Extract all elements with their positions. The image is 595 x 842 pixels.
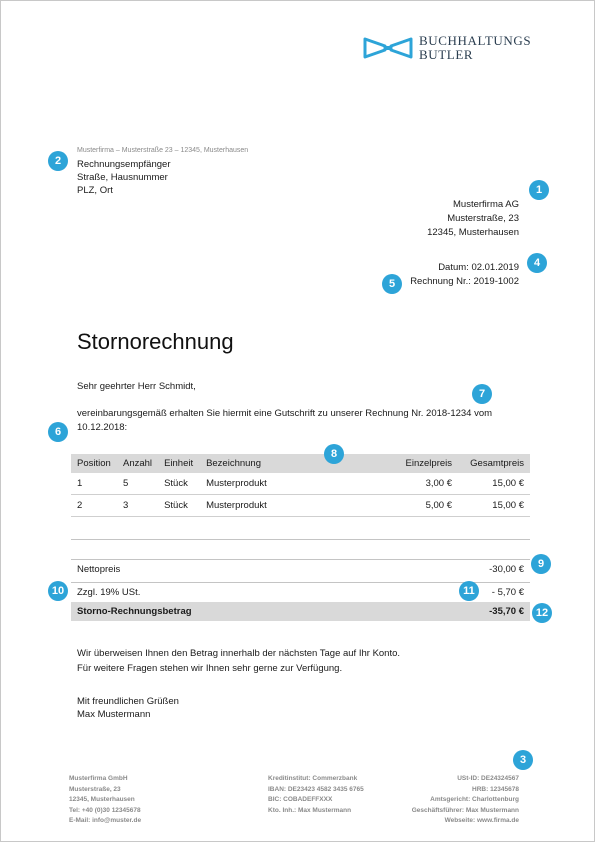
cell-unit: Stück — [158, 495, 200, 517]
footer-bic: BIC: COBADEFFXXX — [268, 796, 333, 803]
recipient-address — [77, 158, 170, 197]
logo-line-1: BUCHHALTUNGS — [419, 33, 532, 48]
callout-badge-9: 9 — [531, 554, 551, 574]
document-title: Stornorechnung — [77, 329, 234, 354]
col-header-quantity: Anzahl — [117, 454, 158, 473]
callout-badge-8: 8 — [324, 444, 344, 464]
footer-website: Webseite: www.firma.de — [444, 817, 519, 824]
cell-unit: Stück — [158, 473, 200, 495]
callout-badge-5: 5 — [382, 274, 402, 294]
table-row — [71, 473, 530, 495]
company-street: Musterstraße, 23 — [447, 213, 519, 224]
callout-badge-1: 1 — [529, 180, 549, 200]
closing-line-2: Für weitere Fragen stehen wir Ihnen sehr gerne zur Verfügung. — [77, 663, 343, 674]
regards-line: Mit freundlichen Grüßen — [77, 696, 179, 707]
footer-company — [69, 774, 141, 827]
callout-badge-3: 3 — [513, 750, 533, 770]
closing-text — [77, 646, 400, 676]
footer-hrb: HRB: 12345678 — [472, 785, 519, 793]
callout-badge-6: 6 — [48, 422, 68, 442]
company-address — [427, 198, 519, 240]
sender-line: Musterfirma – Musterstraße 23 – 12345, Musterhausen — [77, 147, 249, 154]
col-header-total-price: Gesamtpreis — [458, 454, 530, 473]
invoice-meta — [410, 261, 519, 289]
items-table — [71, 454, 530, 517]
callout-badge-12: 12 — [532, 603, 552, 623]
callout-badge-2: 2 — [48, 151, 68, 171]
callout-badge-11: 11 — [459, 581, 479, 601]
cell-unit-price: 5,00 € — [376, 495, 458, 517]
net-price-label: Nettopreis — [77, 564, 121, 575]
cell-total-price: 15,00 € — [458, 495, 530, 517]
cell-unit-price: 3,00 € — [376, 473, 458, 495]
footer-account-holder: Kto. Inh.: Max Mustermann — [268, 806, 352, 814]
callout-badge-7: 7 — [472, 384, 492, 404]
col-header-unit-price: Einzelpreis — [376, 454, 458, 473]
invoice-date: Datum: 02.01.2019 — [438, 262, 519, 273]
company-city: 12345, Musterhausen — [427, 227, 519, 238]
logo — [363, 34, 531, 62]
col-header-description: Bezeichnung — [200, 454, 376, 473]
vat-label: Zzgl. 19% USt. — [77, 587, 141, 598]
greeting: Sehr geehrter Herr Schmidt, — [77, 381, 196, 392]
footer-director: Geschäftsführer: Max Mustermann — [411, 806, 519, 814]
cell-quantity: 3 — [117, 495, 158, 517]
total-label: Storno-Rechnungsbetrag — [77, 606, 192, 617]
col-header-unit: Einheit — [158, 454, 200, 473]
invoice-number: Rechnung Nr.: 2019-1002 — [410, 276, 519, 287]
total-value: -35,70 € — [489, 606, 524, 617]
vat-value: - 5,70 € — [491, 587, 524, 598]
footer-vat-id: USt-ID: DE24324567 — [457, 775, 519, 782]
signature-block — [77, 695, 179, 721]
footer-email: E-Mail: info@muster.de — [69, 817, 142, 824]
cell-total-price: 15,00 € — [458, 473, 530, 495]
table-row — [71, 495, 530, 517]
footer-court: Amtsgericht: Charlottenburg — [430, 796, 519, 803]
callout-badge-10: 10 — [48, 581, 68, 601]
table-header-row — [71, 454, 530, 473]
footer-iban: IBAN: DE23423 4582 3435 6765 — [268, 785, 364, 793]
net-price-row — [71, 560, 530, 579]
signer-name: Max Mustermann — [77, 709, 151, 720]
recipient-city: PLZ, Ort — [77, 185, 113, 196]
total-row — [71, 602, 530, 621]
footer-company-name: Musterfirma GmbH — [69, 775, 128, 782]
footer-company-city: 12345, Musterhausen — [69, 796, 135, 803]
intro-text: vereinbarungsgemäß erhalten Sie hiermit eine Gutschrift zu unserer Rechnung Nr. 2018-1234 vom 10.12.2018: — [77, 408, 493, 433]
footer-bank-name: Kreditinstitut: Commerzbank — [268, 775, 358, 782]
logo-line-2: BUTLER — [419, 47, 474, 62]
col-header-position: Position — [71, 454, 117, 473]
cell-quantity: 5 — [117, 473, 158, 495]
cell-description: Musterprodukt — [200, 473, 376, 495]
cell-position: 1 — [71, 473, 117, 495]
footer-phone: Tel: +40 (0)30 12345678 — [69, 806, 141, 814]
footer-company-street: Musterstraße, 23 — [69, 785, 121, 793]
footer-bank — [268, 774, 364, 816]
cell-position: 2 — [71, 495, 117, 517]
bowtie-logo-icon — [363, 36, 413, 60]
cell-description: Musterprodukt — [200, 495, 376, 517]
net-price-value: -30,00 € — [489, 564, 524, 575]
recipient-street: Straße, Hausnummer — [77, 172, 168, 183]
recipient-name: Rechnungsempfänger — [77, 159, 171, 170]
closing-line-1: Wir überweisen Ihnen den Betrag innerhalb der nächsten Tage auf Ihr Konto. — [77, 648, 401, 659]
footer-legal — [412, 774, 519, 827]
company-name: Musterfirma AG — [453, 199, 519, 210]
divider — [71, 539, 530, 540]
callout-badge-4: 4 — [527, 253, 547, 273]
